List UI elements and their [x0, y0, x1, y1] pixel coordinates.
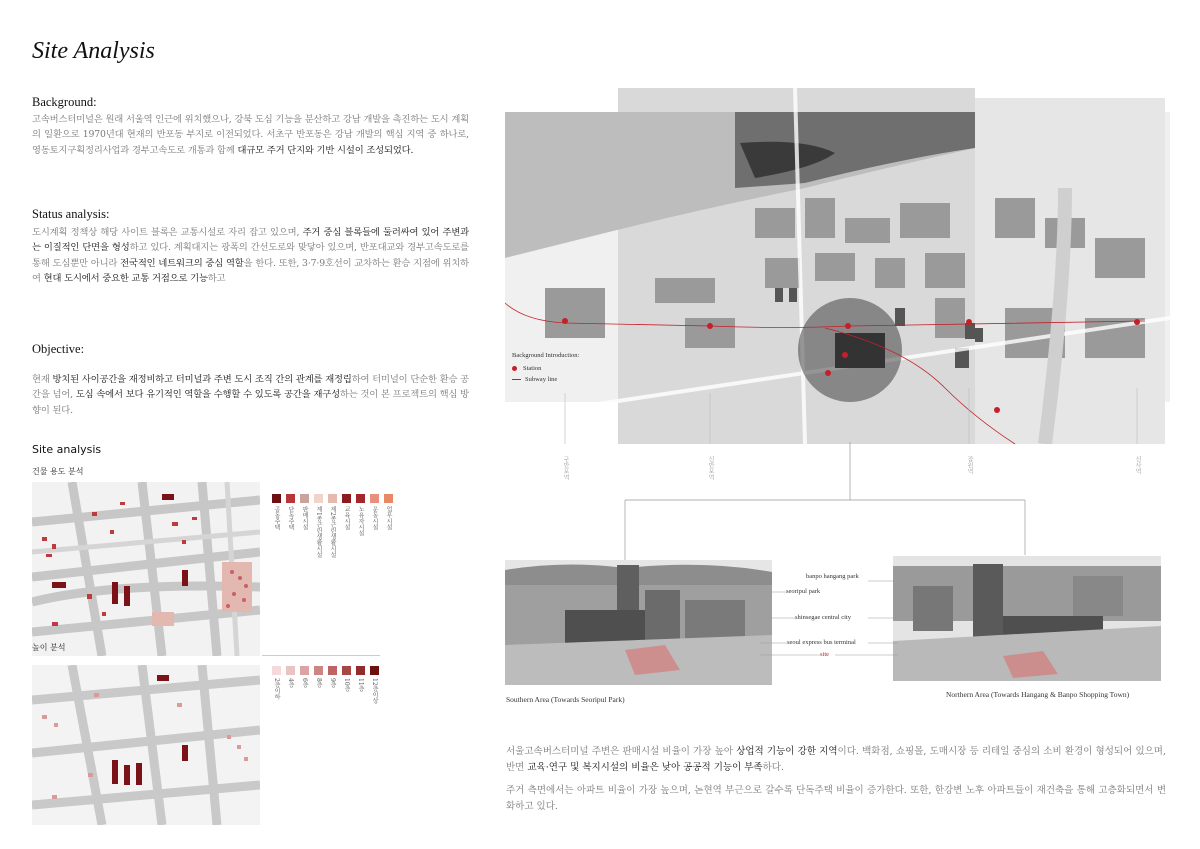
height-legend-label: 12층이상 [371, 678, 378, 704]
status-text-2: 하고 있다. 계획대지는 광폭의 간선도로와 맞닿아 있으며, 반포대교와 경부고속도로를 통해 도심뿐만 아니라 [32, 242, 469, 269]
station-dot-icon [512, 366, 517, 371]
use-legend-swatch [384, 494, 393, 503]
label-shinsegae: shinsegae central city [795, 614, 851, 621]
bottom-paragraph-1 [506, 744, 1166, 776]
legend-subway-label: Subway line [525, 376, 558, 383]
objective-text [32, 372, 469, 418]
use-legend-label: 교육시설 [343, 506, 350, 530]
objective-text-3: 하는 것이 본 프로젝트의 핵심 방향이 된다. [32, 389, 469, 416]
use-legend-item [313, 494, 323, 558]
status-text-1: 도시계획 정책상 해당 사이트 블록은 교통시설로 자리 잡고 있으며, [32, 227, 303, 238]
use-legend-item [327, 494, 337, 558]
use-legend-swatch [328, 494, 337, 503]
use-legend-label: 업무시설 [385, 506, 392, 530]
background-heading: Background: [32, 95, 97, 109]
background-text-bold: 대규모 주거 단지와 기반 시설이 조성되었다. [237, 144, 414, 156]
height-legend-swatch [272, 666, 281, 675]
use-legend-swatch [272, 494, 281, 503]
status-bold-1: 주거 중심 블록들에 둘러싸여 있어 주변과는 이질적인 단면을 형성 [32, 227, 469, 254]
status-text-3: 을 한다. 또한, 3·7·9호선이 교차하는 환승 지점에 위치하여 [32, 257, 469, 285]
use-legend-label: 단독주택 [287, 506, 294, 530]
use-legend-item [341, 494, 351, 558]
height-legend-swatch [300, 666, 309, 675]
status-text-4: 하고 [207, 273, 226, 285]
bottom-bold-2: 교육·연구 및 복지시설의 비율은 낮아 공공적 기능이 부족 [527, 762, 763, 773]
use-legend-swatch [314, 494, 323, 503]
northern-area-photo [893, 556, 1161, 681]
objective-text-2: 하여 터미널이 단순한 환승 공간을 넘어, [32, 374, 469, 401]
height-legend-items [271, 666, 379, 704]
legend-station [512, 365, 579, 372]
height-legend-label: 4층 [287, 678, 294, 688]
use-legend-item [355, 494, 365, 558]
bottom-text-2: 이다. 백화점, 쇼핑몰, 도매시장 등 리테일 중심의 소비 환경이 형성되어 있으며, 반면 [506, 746, 1166, 773]
objective-heading: Objective: [32, 342, 85, 356]
subway-line-icon [512, 379, 521, 380]
background-text [32, 112, 469, 158]
site-analysis-heading: Site analysis [32, 443, 102, 456]
use-legend-swatch [356, 494, 365, 503]
label-banpo-hangang-park: banpo hangang park [806, 573, 859, 580]
use-legend-swatch [300, 494, 309, 503]
use-legend-items [271, 494, 393, 558]
aerial-map [505, 88, 1170, 444]
bottom-text-1: 서울고속버스터미널 주변은 판매시설 비율이 가장 높아 [506, 746, 737, 757]
height-legend-item [299, 666, 309, 704]
height-legend-label: 9층 [329, 678, 336, 688]
use-analysis-label: 건물 용도 분석 [32, 467, 84, 476]
use-legend-item [369, 494, 379, 558]
height-legend-item [327, 666, 337, 704]
use-legend-item [383, 494, 393, 558]
legend-divider [262, 655, 380, 656]
use-legend-item [299, 494, 309, 558]
station-name-1: 구반포역 [562, 456, 569, 480]
objective-text-1: 현재 [32, 374, 53, 385]
use-legend-item [285, 494, 295, 558]
height-legend-swatch [370, 666, 379, 675]
use-legend-label: 공동주택 [273, 506, 280, 530]
use-legend [271, 494, 393, 558]
height-legend-item [369, 666, 379, 704]
height-legend-swatch [286, 666, 295, 675]
bottom-paragraph-2: 주거 측면에서는 아파트 비율이 가장 높으며, 논현역 부근으로 갈수록 단독주택 비율이 증가한다. 또한, 한강변 노후 아파트들이 재건축을 통해 고층화되면서 변화하고 있다. [506, 785, 1166, 812]
legend-station-label: Station [523, 365, 542, 372]
use-legend-label: 제1종근린생활시설 [315, 506, 322, 558]
status-bold-2: 전국적인 네트워크의 중심 역할 [120, 257, 244, 269]
height-legend-swatch [328, 666, 337, 675]
southern-area-photo [505, 560, 772, 685]
use-legend-item [271, 494, 281, 558]
height-legend-label: 2층이하 [273, 678, 280, 700]
height-legend-label: 10층 [343, 678, 350, 692]
map-legend [512, 352, 579, 383]
height-legend-item [285, 666, 295, 704]
height-legend-item [271, 666, 281, 704]
legend-subway [512, 376, 579, 383]
label-bus-terminal: seoul express bus terminal [787, 639, 856, 646]
bottom-text-3: 하다. [762, 762, 784, 773]
use-legend-label: 제2종근린생활시설 [329, 506, 336, 558]
height-legend-label: 11층 [357, 678, 364, 692]
use-legend-swatch [370, 494, 379, 503]
height-map [32, 665, 260, 825]
bottom-bold-1: 상업적 기능이 강한 지역 [736, 746, 838, 757]
height-legend [271, 666, 379, 704]
objective-bold-2: 도심 속에서 보다 유기적인 역할을 수행할 수 있도록 공간을 재구성 [75, 389, 340, 401]
label-site: site [820, 651, 830, 658]
building-use-map [32, 482, 260, 656]
height-legend-label: 6층 [301, 678, 308, 688]
map-legend-title: Background Introduction: [512, 352, 580, 359]
height-legend-swatch [356, 666, 365, 675]
height-legend-item [313, 666, 323, 704]
northern-caption: Northern Area (Towards Hangang & Banpo Shopping Town) [946, 690, 1130, 699]
use-legend-label: 운동시설 [371, 506, 378, 530]
use-legend-swatch [342, 494, 351, 503]
status-heading: Status analysis: [32, 207, 110, 221]
height-analysis-label: 높이 분석 [32, 643, 66, 652]
objective-bold-1: 방치된 사이공간을 재정비하고 터미널과 주변 도시 조직 간의 관계를 재정립 [52, 374, 352, 385]
height-legend-swatch [314, 666, 323, 675]
height-legend-item [355, 666, 365, 704]
height-legend-item [341, 666, 351, 704]
label-seoripul-park: seoripul park [786, 588, 821, 595]
southern-caption: Southern Area (Towards Seoripul Park) [506, 695, 625, 704]
photo-label-lines [760, 570, 900, 660]
page-title: Site Analysis [32, 38, 155, 64]
background-text-1: 고속버스터미널은 원래 서울역 인근에 위치했으나, 강북 도심 기능을 분산하고 강남 개발을 촉진하는 도시 계획의 일환으로 1970년대 현재의 반포동 부지로 이전되었다. 서초구 반포동은 강남 개발의 핵심 지역 중 하나로, 영동토지구획정리사업과 경부고속도로 개통과 함께 [32, 114, 469, 156]
connector-lines [505, 440, 1170, 570]
station-name-4: 신사역 [1134, 456, 1141, 474]
use-legend-label: 노유자시설 [357, 506, 364, 536]
status-bold-3: 현대 도시에서 중요한 교통 거점으로 기능 [43, 273, 208, 285]
use-legend-swatch [286, 494, 295, 503]
height-legend-swatch [342, 666, 351, 675]
use-legend-label: 판매시설 [301, 506, 308, 530]
status-text [32, 225, 469, 287]
station-name-2: 신반포역 [707, 456, 714, 480]
height-legend-label: 8층 [315, 678, 322, 688]
station-name-3: 잠원역 [966, 456, 973, 474]
